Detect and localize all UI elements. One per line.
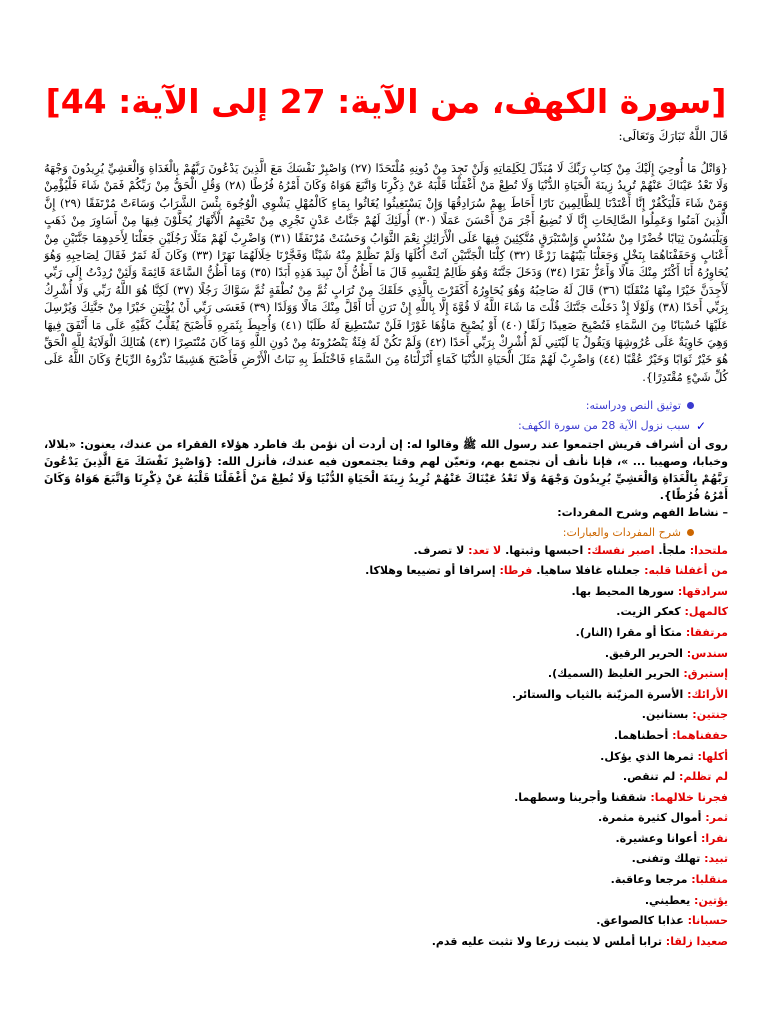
vocab-item (44, 541, 728, 562)
vocab-item (44, 602, 728, 623)
vocab-term: سندس: (686, 646, 728, 660)
vocab-item (44, 891, 728, 912)
vocab-term: نفرا: (700, 831, 728, 845)
vocab-meaning: ملجأ. (658, 543, 686, 557)
vocab-meaning: شققنا وأجرينا وسطهما. (514, 790, 647, 804)
vocab-term: منقلبا: (691, 873, 728, 887)
vocab-meaning: إسرافا أو تضييعا وهلاكا. (365, 564, 496, 578)
vocab-meaning: لا تصرف. (413, 543, 465, 557)
section-vocab (44, 525, 728, 541)
vocab-meaning: متكأ أو مقرا (النار). (575, 625, 682, 639)
vocab-term: ملتحدا: (689, 543, 728, 557)
section-reason (44, 418, 728, 434)
vocab-item (44, 664, 728, 685)
vocab-item (44, 870, 728, 891)
vocab-term: يؤتين: (694, 893, 728, 907)
checkmark-icon: ✓ (695, 418, 706, 433)
vocab-term: جنتين: (692, 708, 728, 722)
vocab-item (44, 726, 728, 747)
vocab-term: فجرنا خلالهما: (650, 790, 728, 804)
vocab-meaning: يعطيني. (644, 893, 691, 907)
vocab-item (44, 932, 728, 953)
vocab-item (44, 767, 728, 788)
vocab-meaning: مرجعا وعاقبة. (610, 873, 688, 887)
vocab-term: لا تعد: (468, 543, 502, 557)
vocab-meaning: أموال كثيرة مثمرة. (598, 811, 702, 825)
vocab-term: كالمهل: (684, 605, 728, 619)
vocab-item (44, 644, 728, 665)
bullet-dot-icon (687, 529, 694, 536)
vocab-term: تبيد: (704, 852, 728, 866)
vocab-term: حففناهما: (672, 728, 728, 742)
vocab-meaning: ترابا أملس لا ينبت زرعا ولا تثبت عليه قدم. (431, 934, 662, 948)
vocab-item (44, 829, 728, 850)
vocab-meaning: أعوانا وعشيرة. (615, 831, 698, 845)
section-documentation-label: توثيق النص ودراسته: (585, 398, 681, 412)
vocab-meaning: لم تنقص. (622, 770, 676, 784)
vocab-item (44, 561, 728, 582)
vocab-term: إستبرق: (683, 667, 728, 681)
vocab-item (44, 788, 728, 809)
vocab-item (44, 623, 728, 644)
vocab-meaning: عذابا كالصواعق. (596, 914, 684, 928)
vocab-item (44, 685, 728, 706)
vocab-meaning: تهلك وتفنى. (631, 852, 701, 866)
section-vocab-label: شرح المفردات والعبارات: (562, 525, 681, 539)
intro-line: قَالَ اللَّهُ تَبَارَكَ وَتَعَالَى: (618, 129, 728, 143)
bullet-dot-icon (687, 402, 694, 409)
section-reason-label: سبب نزول الآية 28 من سورة الكهف: (517, 418, 690, 432)
vocab-item (44, 808, 728, 829)
page-title: [سورة الكهف، من الآية: 27 إلى الآية: 44] (45, 82, 727, 121)
vocab-meaning: الحرير الغليظ (السميك). (547, 667, 680, 681)
vocab-list (44, 541, 728, 953)
vocab-meaning: جعلناه غافلا ساهيا. (536, 564, 641, 578)
vocab-term: الأرائك: (687, 687, 728, 701)
vocab-item (44, 705, 728, 726)
vocab-term: فرطا: (499, 564, 533, 578)
vocab-item (44, 911, 728, 932)
vocab-meaning: أحطناهما. (613, 728, 669, 742)
quran-passage: {وَاتْلُ مَا أُوحِيَ إِلَيْكَ مِنْ كِتَابِ رَبِّكَ لَا مُبَدِّلَ لِكَلِمَاتِهِ وَلَنْ تَجِدَ مِنْ دُونِهِ مُلْتَحَدًا (٢٧) وَاصْبِرْ نَفْسَكَ مَعَ الَّذِينَ يَدْعُونَ رَبَّهُمْ بِالْغَدَاةِ وَالْعَشِيِّ يُرِيدُونَ وَجْهَهُ وَلَا تَعْدُ عَيْنَاكَ عَنْهُمْ تُرِيدُ زِينَةَ الْحَيَاةِ الدُّنْيَا وَلَا تُطِعْ مَنْ أَغْفَلْنَا قَلْبَهُ عَنْ ذِكْرِنَا وَاتَّبَعَ هَوَاهُ وَكَانَ أَمْرُهُ فُرُطًا (٢٨) وَقُلِ الْحَقُّ مِنْ رَبِّكُمْ فَمَنْ شَاءَ فَلْيُؤْمِنْ وَمَنْ شَاءَ فَلْيَكْفُرْ إِنَّا أَعْتَدْنَا لِلظَّالِمِينَ نَارًا أَحَاطَ بِهِمْ سُرَادِقُهَا وَإِنْ يَسْتَغِيثُوا يُغَاثُوا بِمَاءٍ كَالْمُهْلِ يَشْوِي الْوُجُوهَ بِئْسَ الشَّرَابُ وَسَاءَتْ مُرْتَفَقًا (٢٩) إِنَّ الَّذِينَ آمَنُوا وَعَمِلُوا الصَّالِحَاتِ إِنَّا لَا نُضِيعُ أَجْرَ مَنْ أَحْسَنَ عَمَلًا (٣٠) أُولَئِكَ لَهُمْ جَنَّاتُ عَدْنٍ تَجْرِي مِنْ تَحْتِهِمُ الْأَنْهَارُ يُحَلَّوْنَ فِيهَا مِنْ أَسَاوِرَ مِنْ ذَهَبٍ وَيَلْبَسُونَ ثِيَابًا خُضْرًا مِنْ سُنْدُسٍ وَإِسْتَبْرَقٍ مُتَّكِئِينَ فِيهَا عَلَى الْأَرَائِكِ نِعْمَ الثَّوَابُ وَحَسُنَتْ مُرْتَفَقًا (٣١) وَاضْرِبْ لَهُمْ مَثَلًا رَجُلَيْنِ جَعَلْنَا لِأَحَدِهِمَا جَنَّتَيْنِ مِنْ أَعْنَابٍ وَحَفَفْنَاهُمَا بِنَخْلٍ وَجَعَلْنَا بَيْنَهُمَا زَرْعًا (٣٢) كِلْتَا الْجَنَّتَيْنِ آتَتْ أُكُلَهَا وَلَمْ تَظْلِمْ مِنْهُ شَيْئًا وَفَجَّرْنَا خِلَالَهُمَا نَهَرًا (٣٣) وَكَانَ لَهُ ثَمَرٌ فَقَالَ لِصَاحِبِهِ وَهُوَ يُحَاوِرُهُ أَنَا أَكْثَرُ مِنْكَ مَالًا وَأَعَزُّ نَفَرًا (٣٤) وَدَخَلَ جَنَّتَهُ وَهُوَ ظَالِمٌ لِنَفْسِهِ قَالَ مَا أَظُنُّ أَنْ تَبِيدَ هَذِهِ أَبَدًا (٣٥) وَمَا أَظُنُّ السَّاعَةَ قَائِمَةً وَلَئِنْ رُدِدْتُ إِلَى رَبِّي لَأَجِدَنَّ خَيْرًا مِنْهَا مُنْقَلَبًا (٣٦) قَالَ لَهُ صَاحِبُهُ وَهُوَ يُحَاوِرُهُ أَكَفَرْتَ بِالَّذِي خَلَقَكَ مِنْ تُرَابٍ ثُمَّ مِنْ نُطْفَةٍ ثُمَّ سَوَّاكَ رَجُلًا (٣٧) لَكِنَّا هُوَ اللَّهُ رَبِّي وَلَا أُشْرِكُ بِرَبِّي أَحَدًا (٣٨) وَلَوْلَا إِذْ دَخَلْتَ جَنَّتَكَ قُلْتَ مَا شَاءَ اللَّهُ لَا قُوَّةَ إِلَّا بِاللَّهِ إِنْ تَرَنِ أَنَا أَقَلَّ مِنْكَ مَالًا وَوَلَدًا (٣٩) فَعَسَى رَبِّي أَنْ يُؤْتِيَنِ خَيْرًا مِنْ جَنَّتِكَ وَيُرْسِلَ عَلَيْهَا حُسْبَانًا مِنَ السَّمَاءِ فَتُصْبِحَ صَعِيدًا زَلَقًا (٤٠) أَوْ يُصْبِحَ مَاؤُهَا غَوْرًا فَلَنْ تَسْتَطِيعَ لَهُ طَلَبًا (٤١) وَأُحِيطَ بِثَمَرِهِ فَأَصْبَحَ يُقَلِّبُ كَفَّيْهِ عَلَى مَا أَنْفَقَ فِيهَا وَهِيَ خَاوِيَةٌ عَلَى عُرُوشِهَا وَيَقُولُ يَا لَيْتَنِي لَمْ أُشْرِكْ بِرَبِّي أَحَدًا (٤٢) وَلَمْ تَكُنْ لَهُ فِئَةٌ يَنْصُرُونَهُ مِنْ دُونِ اللَّهِ وَمَا كَانَ مُنْتَصِرًا (٤٣) هُنَالِكَ الْوَلَايَةُ لِلَّهِ الْحَقِّ هُوَ خَيْرٌ ثَوَابًا وَخَيْرٌ عُقْبًا (٤٤) وَاضْرِبْ لَهُمْ مَثَلَ الْحَيَاةِ الدُّنْيَا كَمَاءٍ أَنْزَلْنَاهُ مِنَ السَّمَاءِ فَاخْتَلَطَ بِهِ نَبَاتُ الْأَرْضِ فَأَصْبَحَ هَشِيمًا تَذْرُوهُ الرِّيَاحُ وَكَانَ اللَّهُ عَلَى كُلِّ شَيْءٍ مُقْتَدِرًا}. (44, 162, 729, 384)
vocab-term: صعيدا زلقا: (665, 934, 728, 948)
vocab-meaning: احبسها وثبتها. (505, 543, 584, 557)
vocab-meaning: الحرير الرقيق. (604, 646, 683, 660)
vocab-term: اصبر نفسك: (587, 543, 655, 557)
vocab-meaning: ثمرها الذي يؤكل. (600, 749, 694, 763)
section-documentation (44, 398, 728, 414)
vocab-term: أكلها: (697, 749, 728, 763)
vocab-term: ثمر: (705, 811, 728, 825)
vocab-meaning: كعكر الزيت. (616, 605, 681, 619)
vocab-meaning: بستانين. (641, 708, 689, 722)
vocab-term: لم تظلم: (679, 770, 728, 784)
vocab-item (44, 849, 728, 870)
riwaya-paragraph: روى أن أشراف قريش اجتمعوا عند رسول الله ﷺ وقالوا له: إن أردت أن نؤمن بك فاطرد هؤلاء الفقراء من عندك، يعنون: «بلالا، وخبابا، وصهيبا ... »، فإنا نأنف أن نجتمع بهم، وتعيّن لهم وقتا يجتمعون فيه عندك، فأنزل الله: {وَاصْبِرْ نَفْسَكَ مَعَ الَّذِينَ يَدْعُونَ رَبَّهُمْ بِالْغَدَاةِ وَالْعَشِيِّ يُرِيدُونَ وَجْهَهُ وَلَا تَعْدُ عَيْنَاكَ عَنْهُمْ تُرِيدُ زِينَةَ الْحَيَاةِ الدُّنْيَا وَلَا تُطِعْ مَنْ أَغْفَلْنَا قَلْبَهُ عَنْ ذِكْرِنَا وَاتَّبَعَ هَوَاهُ وَكَانَ أَمْرُهُ فُرُطًا}. (44, 437, 728, 502)
vocab-meaning: الأسرة المزيّنة بالثياب والستائر. (512, 687, 684, 701)
section-understanding: – نشاط الفهم وشرح المفردات: (557, 505, 728, 519)
vocab-term: حسبانا: (687, 914, 728, 928)
vocab-term: سرادقها: (677, 584, 728, 598)
vocab-term: مرتفقا: (685, 625, 728, 639)
vocab-term: من أغفلنا قلبه: (644, 564, 728, 578)
vocab-item (44, 582, 728, 603)
vocab-item (44, 747, 728, 768)
vocab-meaning: سورها المحيط بها. (571, 584, 675, 598)
